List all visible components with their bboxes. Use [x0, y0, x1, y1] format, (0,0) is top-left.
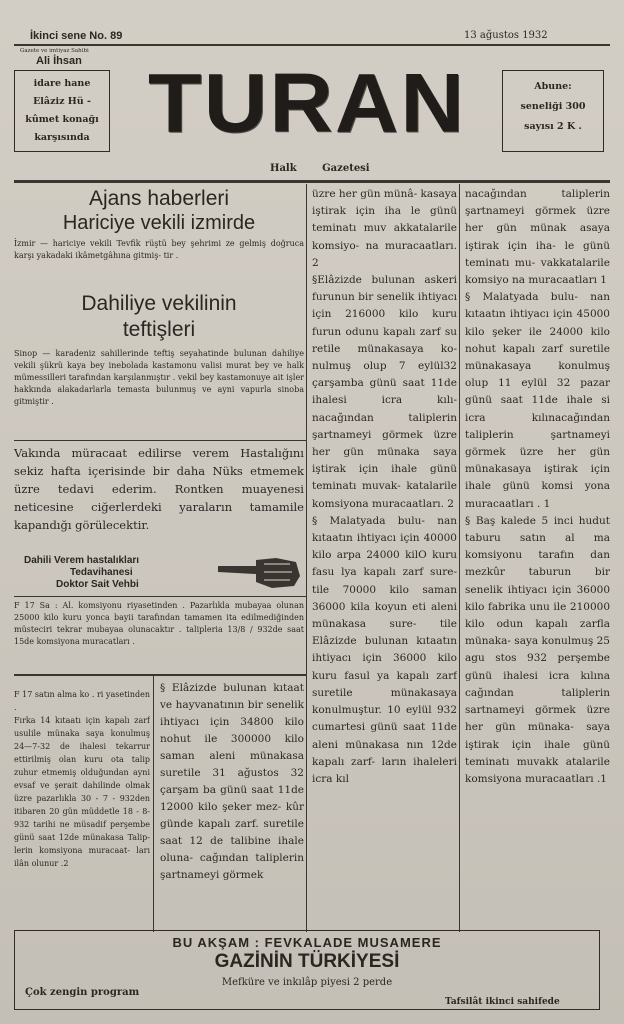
- theatre-program: Çok zengin program: [25, 987, 140, 998]
- headline-ajans: Ajans haberleri: [88, 187, 230, 210]
- masthead-title: TURAN: [148, 55, 466, 150]
- clinic-line-2: Tedavihanesi: [70, 567, 133, 578]
- notice-yonca: F 17 Sa : Al. komsiyonu riyasetinden . Pazarlıkla mubayaa olunan 25000 kilo kuru yonca bayii tarafından tamamen ita edilmediğinden müsteciri tekrar mubayaa olunacaktır . talipleria 13/8 / 932de saat 15de komsiyona muracatları .: [14, 601, 304, 646]
- issue-number: İkinci sene No. 89: [30, 30, 123, 42]
- headline-dahiliye: Dahiliye vekilinin: [81, 292, 237, 315]
- subscription-line: sayısı 2 K .: [524, 121, 582, 132]
- headline-teftis: teftişleri: [122, 318, 196, 341]
- pointing-hand-icon: [216, 552, 302, 592]
- theatre-line-1: BU AKŞAM : FEVKALADE MUSAMERE: [172, 935, 442, 950]
- news-izmir: İzmir — hariciye vekili Tevfik rüştü bey şehrimi ze gelmiş doğruca karşı yakadaki ikâmetgâhına gitmiş- tir .: [14, 239, 304, 260]
- subscription-box: [502, 70, 604, 152]
- column-divider: [459, 184, 460, 932]
- office-line: kûmet konağı: [25, 114, 99, 125]
- clinic-line-3: Doktor Sait Vehbi: [56, 579, 139, 590]
- office-line: Elâziz Hü -: [33, 96, 91, 107]
- header-rule: [14, 180, 610, 183]
- owner-name: Ali İhsan: [36, 55, 82, 67]
- subtitle: Halk Gazetesi: [270, 163, 370, 174]
- news-sinop: Sinop — karadeniz sahillerinde teftiş seyahatinde bulunan dahiliye vekili şükrü kaya bey inebolada kastamonu valisi murat bey ve halk mümessilleri tarafından karşılanmıştır . vekil bey kastamonuye ait işler hakkında alakadarlarla temasta bulunmuş ve ayni vapurla sinoba gitmiştir .: [14, 349, 304, 406]
- column-3-notices: üzre her gün münâ- kasaya iştirak için iha le günü teminatı muv akkatalarile komsiyo- na muracaatları. 2 §Elâzizde bulunan askeri furunun bir senelik ihtiyacı için 216000 kilo kuru furun odunu kapalı zarf su retile münakasaya ko- nulmuş olup 7 eylül32 çarşamba günü saat 11de ihalesi icra kılı- nacağından taliplerin şartnameyi görmek üzre her gün münaka saya iştirak için ihale günü teminatı muvak- katalarile komsiyona muracaatları. 2 § Malatyada bulu- nan kıtaatın ihtiyacı için 40000 kilo arpa 24000 kilO kuru fasu lya kapalı zarf sure- tile 70000 kilo saman 36000 kila koyun eti aleni münakasa sure- tile Elâzizde bulunan kıtaatın ihtiyacı için 36000 kilo kuru fasul ya kapalı zarf suretile münakasaya konulmuştur. 10 eylül 932 cumartesi günü saat 11de aleni münakasa nın 12de kapalı zarf- ların ihaleleri icra kıl: [312, 188, 457, 785]
- clinic-line-1: Dahili Verem hastalıkları: [24, 555, 140, 566]
- subscription-line: seneliği 300: [520, 101, 586, 112]
- top-rule: [14, 44, 610, 46]
- office-address-box: [14, 70, 110, 152]
- column-divider: [153, 676, 154, 932]
- office-line: idare hane: [33, 78, 91, 89]
- subscription-line: Abune:: [534, 81, 572, 92]
- section-rule: [14, 674, 306, 676]
- section-rule: [14, 440, 306, 441]
- notice-fırka: F 17 satın alma ko . ri yasetinden . Fırka 14 kıtaatı için kapalı zarf usulile münaka saya konulmuş 24—7-32 de ihalesi tekarrur ettirilmiş olan kuru ota talip zuhur etmemiş olduğundan ayni evsaf ve şerait dahilinde olmak üzre pazarlıkla 30 - 7 - 932den itibaren 20 gün müddetle 18 - 8-932 tarihi ne müsadif perşembe günü saat 12de münakasa Talip- lerin komsiyona muracaat- ları ilân olunur .2: [14, 690, 150, 868]
- theatre-ad-box: [14, 930, 600, 1010]
- theatre-details: Tafsilât ikinci sahifede: [445, 997, 560, 1007]
- notice-elaziz-saman: § Elâzizde bulunan kıtaat ve hayvanatının bir senelik ihtiyacı için 34800 kilo nohut ile 300000 kilo saman aleni münakasa suretile 31 ağustos 32 çarşam ba günü saat 11de 12000 kilo şeker mez- kûr günde kapalı zarf. suretile saat 12 de talibine ihale oluna- cağından taliplerin şartnameyi görmek: [160, 682, 304, 881]
- office-line: karşısında: [34, 132, 90, 143]
- theatre-line-2: GAZİNİN TÜRKİYESİ: [214, 951, 400, 972]
- headline-hariciye: Hariciye vekili izmirde: [62, 212, 256, 234]
- column-divider: [306, 184, 307, 932]
- section-rule: [14, 596, 306, 597]
- column-4-notices: nacağından taliplerin şartnameyi görmek üzre her gün münak asaya iştirak için iha- le günü teminatı mu- vakkatalarile komsiyo na muracaatları 1 § Malatyada bulu- nan kıtaatın ihtiyacı için 45000 kilo şeker ile 24000 kilo nohut kapalı zarf suretile münakasaya konulmuş olup 11 eylül 32 pazar günü saat 11de ihale si icra kılınacağından taliplerin şartnameyi görmek üzre her gün münakasaya iştirak için ihale günü komsi yona muracaatları . 1 § Baş kalede 5 inci hudut taburu satın al ma komsiyonu tarafın dan mezkûr taburun bir senelik ihtiyacı için 36000 kilo fabrika unu ile 210000 kilo odun kapalı zarfla münaka- saya konulmuş 25 agu stos 932 perşembe günü ihalesi icra kılına cağından taliplerin sartnameyi görmek üzre her gün münaka- saya iştirak için ihale günü teminatı muvakk atalarile komsiyona muracaatları .1: [465, 188, 610, 785]
- theatre-line-3: Mefküre ve inkılâp piyesi 2 perde: [221, 977, 393, 988]
- owner-caption: Gazete ve imtiyaz Sahibi: [20, 48, 89, 54]
- doctor-ad-text: Vakında müracaat edilirse verem Hastalığını sekiz hafta içerisinde bir daha Nüks etmemek üzre tedavi ederim. Rontken muayenesi neticesine ciğerlerdeki yaraların tamamile kapandığı görülecektir.: [14, 446, 304, 532]
- issue-date: 13 ağustos 1932: [464, 30, 548, 41]
